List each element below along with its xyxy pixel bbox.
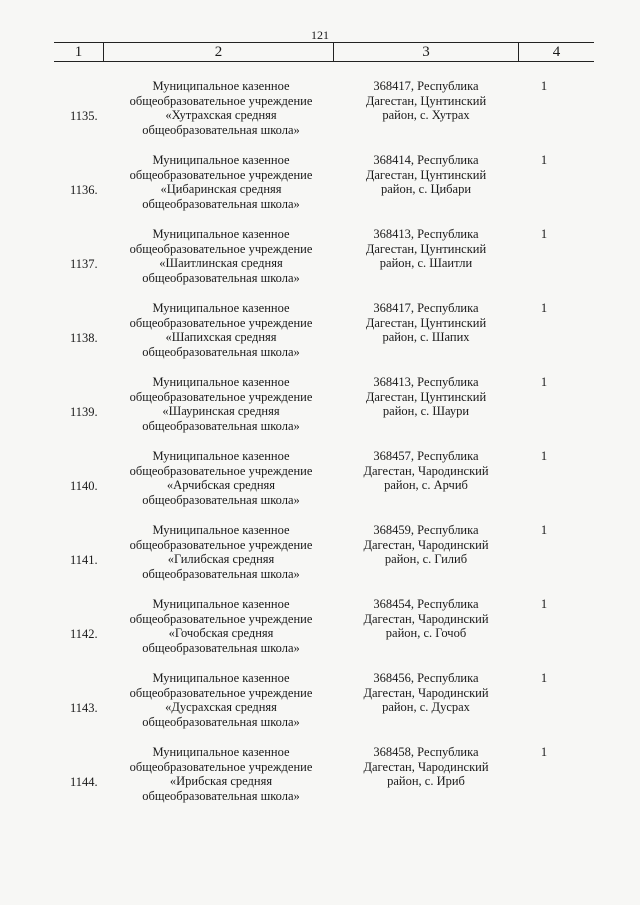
institution-address-line: 368413, Республика (373, 227, 479, 241)
institution-address (336, 671, 516, 715)
institution-address-line: 368458, Республика (373, 745, 479, 759)
institution-name-line: общеобразовательная школа» (142, 270, 300, 285)
row-number: 1138. (70, 331, 98, 345)
institution-name-line: Муниципальное казенное (152, 671, 290, 685)
institution-name-line: «Ирибская средняя (169, 774, 273, 788)
institution-address-line: район, с. Ириб (387, 774, 465, 788)
institution-address-line: район, с. Гилиб (384, 552, 468, 566)
institution-name-line: общеобразовательное учреждение (129, 685, 313, 700)
institution-address (336, 375, 516, 419)
institution-name-line: «Цибаринская средняя (160, 182, 282, 196)
row-number: 1136. (70, 183, 98, 197)
institution-address (336, 79, 516, 123)
institution-name-line: общеобразовательное учреждение (129, 537, 313, 552)
institution-name-line: общеобразовательное учреждение (129, 93, 313, 108)
quantity: 1 (540, 153, 548, 167)
institution-name-line: Муниципальное казенное (152, 745, 290, 759)
quantity: 1 (540, 745, 548, 759)
institution-address-line: Дагестан, Чародинский (363, 463, 489, 478)
institution-address-line: 368417, Республика (373, 79, 479, 93)
table-header (54, 42, 594, 62)
institution-name-line: общеобразовательная школа» (142, 640, 300, 655)
table-row (54, 375, 594, 449)
institution-name-line: «Гилибская средняя (167, 552, 275, 566)
institution-name-line: «Дусрахская средняя (165, 700, 277, 714)
institution-name-line: общеобразовательная школа» (142, 344, 300, 359)
institution-address-line: Дагестан, Чародинский (363, 537, 489, 552)
row-number: 1143. (70, 701, 98, 715)
institution-name-line: общеобразовательная школа» (142, 492, 300, 507)
institution-name-line: общеобразовательная школа» (142, 714, 300, 729)
institution-address (336, 597, 516, 641)
institution-name (112, 671, 330, 729)
institution-name-line: «Хутрахская средняя (165, 108, 277, 122)
institution-name-line: общеобразовательная школа» (142, 122, 300, 137)
institution-address-line: район, с. Хутрах (382, 108, 470, 122)
institution-name-line: Муниципальное казенное (152, 301, 290, 315)
institution-name-line: общеобразовательное учреждение (129, 759, 313, 774)
quantity: 1 (540, 227, 548, 241)
institution-address (336, 745, 516, 789)
institution-name-line: Муниципальное казенное (152, 523, 290, 537)
institution-name-line: общеобразовательное учреждение (129, 389, 313, 404)
quantity: 1 (540, 523, 548, 537)
institution-name (112, 79, 330, 137)
page-number: 121 (311, 28, 329, 42)
column-header-3: 3 (334, 43, 519, 61)
institution-name-line: общеобразовательная школа» (142, 196, 300, 211)
institution-name-line: общеобразовательное учреждение (129, 241, 313, 256)
institution-address-line: Дагестан, Чародинский (363, 611, 489, 626)
institution-name-line: общеобразовательное учреждение (129, 611, 313, 626)
institution-name (112, 449, 330, 507)
row-number: 1140. (70, 479, 98, 493)
institution-address-line: район, с. Шаури (382, 404, 470, 418)
institution-name (112, 301, 330, 359)
institution-address-line: Дагестан, Чародинский (363, 685, 489, 700)
table-row (54, 523, 594, 597)
institution-name-line: «Шапихская средняя (165, 330, 277, 344)
row-number: 1135. (70, 109, 98, 123)
institution-address (336, 449, 516, 493)
institution-name-line: «Гочобская средняя (168, 626, 274, 640)
institution-address-line: район, с. Шаитли (379, 256, 473, 270)
institution-name (112, 745, 330, 803)
institution-address-line: 368414, Республика (373, 153, 479, 167)
institution-address-line: Дагестан, Чародинский (363, 759, 489, 774)
institution-name (112, 227, 330, 285)
institution-name (112, 597, 330, 655)
institution-address-line: Дагестан, Цунтинский (365, 93, 487, 108)
quantity: 1 (540, 375, 548, 389)
quantity: 1 (540, 671, 548, 685)
table-body (54, 79, 594, 819)
institution-name-line: Муниципальное казенное (152, 79, 290, 93)
institution-address (336, 523, 516, 567)
institution-address-line: 368417, Республика (373, 301, 479, 315)
institution-name-line: Муниципальное казенное (152, 153, 290, 167)
institution-address-line: 368459, Республика (373, 523, 479, 537)
quantity: 1 (540, 449, 548, 463)
institution-address-line: район, с. Шапих (382, 330, 470, 344)
institution-address-line: 368454, Республика (373, 597, 479, 611)
institution-address-line: район, с. Арчиб (384, 478, 468, 492)
row-number: 1144. (70, 775, 98, 789)
institution-address-line: район, с. Дусрах (382, 700, 470, 714)
row-number: 1141. (70, 553, 98, 567)
column-header-2: 2 (104, 43, 334, 61)
table-row (54, 153, 594, 227)
institution-name-line: Муниципальное казенное (152, 597, 290, 611)
table-row (54, 597, 594, 671)
institution-name-line: общеобразовательная школа» (142, 566, 300, 581)
institution-name-line: Муниципальное казенное (152, 227, 290, 241)
institution-address-line: Дагестан, Цунтинский (365, 241, 487, 256)
institution-address-line: Дагестан, Цунтинский (365, 167, 487, 182)
institution-address (336, 153, 516, 197)
institution-name-line: общеобразовательное учреждение (129, 167, 313, 182)
quantity: 1 (540, 301, 548, 315)
institution-address-line: Дагестан, Цунтинский (365, 315, 487, 330)
institution-name-line: общеобразовательная школа» (142, 788, 300, 803)
institution-address-line: район, с. Гочоб (385, 626, 467, 640)
institution-address-line: район, с. Цибари (380, 182, 472, 196)
quantity: 1 (540, 597, 548, 611)
table-row (54, 671, 594, 745)
institution-name-line: Муниципальное казенное (152, 449, 290, 463)
institution-name-line: Муниципальное казенное (152, 375, 290, 389)
institution-name (112, 375, 330, 433)
institution-address-line: Дагестан, Цунтинский (365, 389, 487, 404)
row-number: 1142. (70, 627, 98, 641)
institution-name-line: «Арчибская средняя (166, 478, 276, 492)
institution-name-line: «Шауринская средняя (162, 404, 280, 418)
table-row (54, 79, 594, 153)
table-row (54, 301, 594, 375)
institution-name-line: «Шаитлинская средняя (159, 256, 283, 270)
institution-name-line: общеобразовательная школа» (142, 418, 300, 433)
table-row (54, 227, 594, 301)
institution-address-line: 368456, Республика (373, 671, 479, 685)
institution-name (112, 153, 330, 211)
table-row (54, 449, 594, 523)
quantity: 1 (540, 79, 548, 93)
institution-address (336, 227, 516, 271)
institution-name (112, 523, 330, 581)
row-number: 1137. (70, 257, 98, 271)
institution-name-line: общеобразовательное учреждение (129, 315, 313, 330)
row-number: 1139. (70, 405, 98, 419)
institution-name-line: общеобразовательное учреждение (129, 463, 313, 478)
column-header-1: 1 (54, 43, 104, 61)
institution-address (336, 301, 516, 345)
institution-address-line: 368457, Республика (373, 449, 479, 463)
institution-address-line: 368413, Республика (373, 375, 479, 389)
table-row (54, 745, 594, 819)
column-header-4: 4 (552, 44, 561, 60)
